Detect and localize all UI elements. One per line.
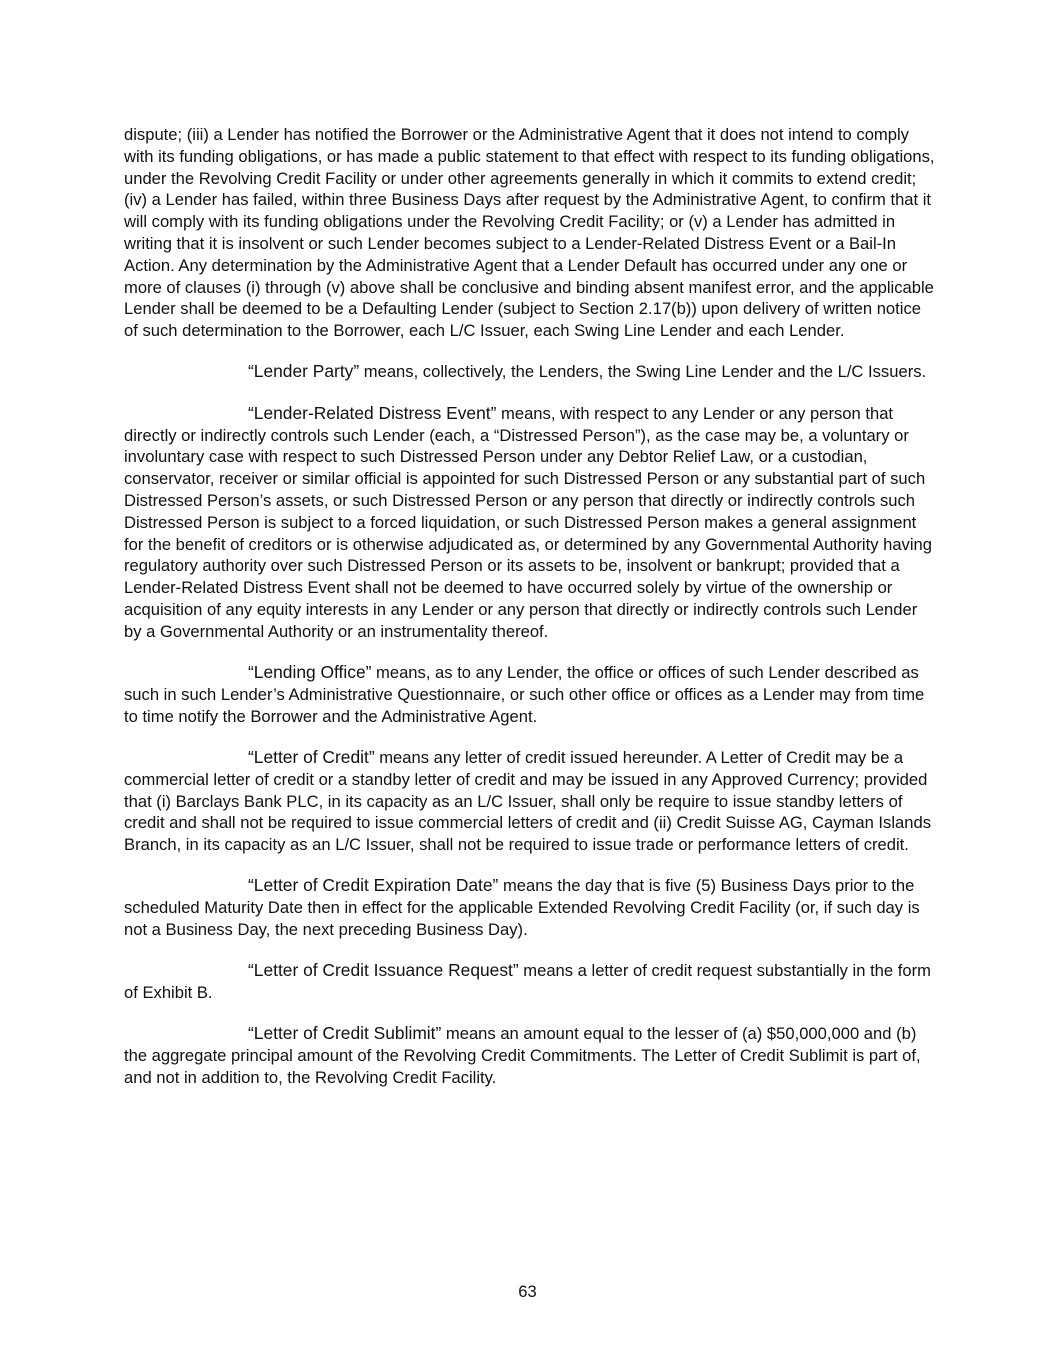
defined-term: “Lender-Related Distress Event”: [248, 402, 497, 423]
definition-text: means, collectively, the Lenders, the Swing Line Lender and the L/C Issuers.: [359, 362, 927, 382]
definition-lending-office: [124, 662, 936, 727]
definition-letter-of-credit-expiration-date: [124, 875, 936, 940]
definition-text: means, with respect to any Lender or any person that directly or indirectly controls such Lender (each, a “Distressed Person”), as the case may be, a voluntary or involuntary case with respect to such Distressed Person under any Debtor Relief Law, or a custodian, conservator, receiver or similar official is appointed for such Distressed Person or any substantial part of such Distressed Person’s assets, or such Distressed Person or any person that directly or indirectly controls such Distressed Person is subject to a forced liquidation, or such Distressed Person makes a general assignment for the benefit of creditors or is otherwise adjudicated as, or determined by any Governmental Authority having regulatory authority over such Distressed Person or its assets to be, insolvent or bankrupt; provided that a Lender-Related Distress Event shall not be deemed to have occurred solely by virtue of the ownership or acquisition of any equity interests in any Lender or any person that directly or indirectly controls such Lender by a Governmental Authority or an instrumentality thereof.: [124, 403, 932, 641]
definition-text: means, as to any Lender, the office or offices of such Lender described as such in such Lender’s Administrative Questionnaire, or such other office or offices as a Lender may from time to time notify the Borrower and the Administrative Agent.: [124, 663, 925, 726]
defined-term: “Lender Party”: [248, 361, 360, 382]
definition-letter-of-credit-sublimit: [124, 1023, 936, 1088]
definition-lender-party: [124, 361, 936, 383]
definition-text: means an amount equal to the lesser of (a) $50,000,000 and (b) the aggregate principal amount of the Revolving Credit Commitments. The Letter of Credit Sublimit is part of, and not in addition to, the Revolving Credit Facility.: [124, 1024, 921, 1087]
definition-text: means the day that is five (5) Business Days prior to the scheduled Maturity Date then in effect for the applicable Extended Revolving Credit Facility (or, if such day is not a Business Day, the next preceding Business Day).: [124, 876, 920, 939]
defined-term: “Letter of Credit Sublimit”: [248, 1023, 442, 1044]
page-number: 63: [518, 1282, 537, 1301]
defined-term: “Lending Office”: [248, 662, 372, 683]
paragraph-text: dispute; (iii) a Lender has notified the Borrower or the Administrative Agent that it does not intend to comply with its funding obligations, or has made a public statement to that effect with respect to its funding obligations, under the Revolving Credit Facility or under other agreements generally in which it commits to extend credit; (iv) a Lender has failed, within three Business Days after request by the Administrative Agent, to confirm that it will comply with its funding obligations under the Revolving Credit Facility; or (v) a Lender has admitted in writing that it is insolvent or such Lender becomes subject to a Lender-Related Distress Event or a Bail-In Action. Any determination by the Administrative Agent that a Lender Default has occurred under any one or more of clauses (i) through (v) above shall be conclusive and binding absent manifest error, and the applicable Lender shall be deemed to be a Defaulting Lender (subject to Section 2.17(b)) upon delivery of written notice of such determination to the Borrower, each L/C Issuer, each Swing Line Lender and each Lender.: [124, 125, 935, 341]
paragraph-lender-default-continued: [124, 124, 936, 342]
document-body: [124, 124, 936, 1108]
defined-term: “Letter of Credit Issuance Request”: [248, 960, 519, 981]
definition-lender-related-distress-event: [124, 403, 936, 643]
definition-letter-of-credit: [124, 747, 936, 856]
definition-letter-of-credit-issuance-request: [124, 960, 936, 1004]
defined-term: “Letter of Credit Expiration Date”: [248, 875, 499, 896]
definition-text: means any letter of credit issued hereunder. A Letter of Credit may be a commercial letter of credit or a standby letter of credit and may be issued in any Approved Currency; provided that (i) Barclays Bank PLC, in its capacity as an L/C Issuer, shall only be require to issue standby letters of credit and shall not be required to issue commercial letters of credit and (ii) Credit Suisse AG, Cayman Islands Branch, in its capacity as an L/C Issuer, shall not be required to issue trade or performance letters of credit.: [124, 747, 932, 855]
definition-text: means a letter of credit request substantially in the form of Exhibit B.: [124, 961, 931, 1003]
defined-term: “Letter of Credit”: [248, 746, 375, 767]
